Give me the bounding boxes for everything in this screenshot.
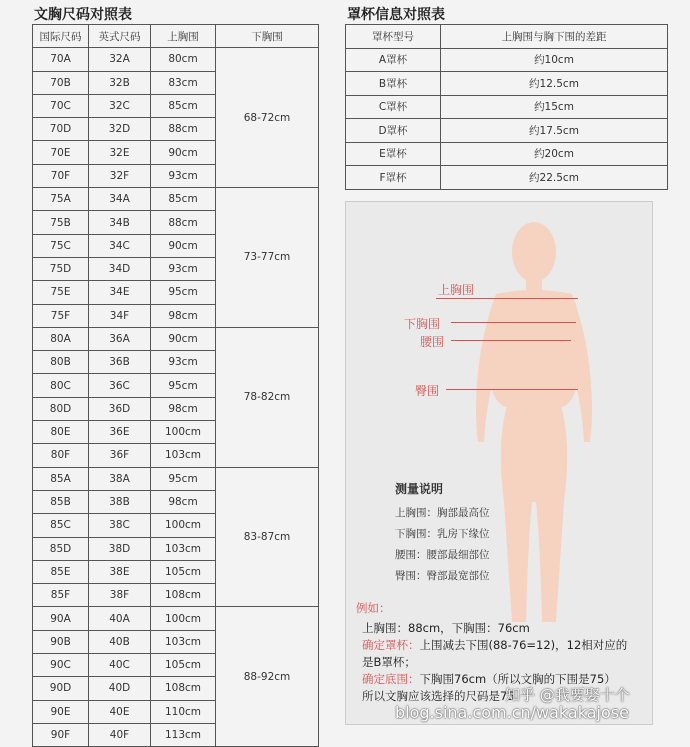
upper-bust-cell: 105cm <box>151 654 216 677</box>
uk-size-cell: 32A <box>89 48 151 71</box>
intl-size-cell: 85A <box>33 467 89 490</box>
label-waist: 腰围 <box>420 335 445 349</box>
upper-bust-cell: 100cm <box>151 421 216 444</box>
cup-difference-cell: 约15cm <box>441 95 668 119</box>
intl-size-cell: 85F <box>33 584 89 607</box>
intl-size-cell: 80F <box>33 444 89 467</box>
intl-size-cell: 70F <box>33 164 89 187</box>
intl-size-cell: 70A <box>33 48 89 71</box>
cup-chart-table <box>345 24 668 190</box>
upper-bust-cell: 93cm <box>151 351 216 374</box>
cup-difference-cell: 约17.5cm <box>441 119 668 143</box>
line-hip <box>446 389 578 390</box>
intl-size-cell: 80A <box>33 327 89 350</box>
upper-bust-cell: 90cm <box>151 141 216 164</box>
uk-size-cell: 38C <box>89 514 151 537</box>
uk-size-cell: 36E <box>89 421 151 444</box>
example-line-1: 上胸围：88cm，下胸围：76cm <box>362 621 530 635</box>
cup-type-cell: B罩杯 <box>346 72 441 96</box>
upper-bust-cell: 100cm <box>151 607 216 630</box>
intl-size-cell: 90B <box>33 630 89 653</box>
upper-bust-cell: 103cm <box>151 444 216 467</box>
cup-row <box>346 166 668 190</box>
uk-size-cell: 36C <box>89 374 151 397</box>
explanation-upper: 上胸围：胸部最高位 <box>395 507 490 519</box>
cup-chart-body <box>346 48 668 189</box>
cup-difference-cell: 约22.5cm <box>441 166 668 190</box>
intl-size-cell: 70E <box>33 141 89 164</box>
cup-row <box>346 72 668 96</box>
example-line-2 <box>356 637 627 654</box>
upper-bust-cell: 98cm <box>151 397 216 420</box>
cup-chart-title: 罩杯信息对照表 <box>347 7 445 23</box>
intl-size-cell: 75F <box>33 304 89 327</box>
upper-bust-cell: 85cm <box>151 94 216 117</box>
measurement-diagram <box>345 201 653 725</box>
header-intl-size: 国际尺码 <box>33 25 89 48</box>
intl-size-cell: 90E <box>33 700 89 723</box>
under-bust-range-cell: 88-92cm <box>216 607 319 747</box>
intl-size-cell: 75D <box>33 257 89 280</box>
size-chart-header-row <box>33 25 319 48</box>
cup-row <box>346 142 668 166</box>
uk-size-cell: 38B <box>89 490 151 513</box>
uk-size-cell: 40A <box>89 607 151 630</box>
upper-bust-cell: 110cm <box>151 700 216 723</box>
cup-type-cell: E罩杯 <box>346 142 441 166</box>
intl-size-cell: 70D <box>33 118 89 141</box>
example-cup-label: 确定罩杯： <box>362 638 420 652</box>
upper-bust-cell: 90cm <box>151 234 216 257</box>
uk-size-cell: 38E <box>89 560 151 583</box>
upper-bust-cell: 83cm <box>151 71 216 94</box>
uk-size-cell: 34A <box>89 188 151 211</box>
upper-bust-cell: 85cm <box>151 188 216 211</box>
example-cup-text: 上围减去下围(88-76=12)，12相对应的 <box>419 638 628 652</box>
header-upper-bust: 上胸围 <box>151 25 216 48</box>
size-row <box>33 188 319 211</box>
upper-bust-cell: 98cm <box>151 304 216 327</box>
uk-size-cell: 34D <box>89 257 151 280</box>
cup-type-cell: F罩杯 <box>346 166 441 190</box>
uk-size-cell: 36B <box>89 351 151 374</box>
header-uk-size: 英式尺码 <box>89 25 151 48</box>
header-cup-type: 罩杯型号 <box>346 25 441 49</box>
uk-size-cell: 32B <box>89 71 151 94</box>
size-row <box>33 607 319 630</box>
watermark-zhihu: 知乎 @我要娶十个 <box>505 686 630 704</box>
upper-bust-cell: 108cm <box>151 677 216 700</box>
uk-size-cell: 40B <box>89 630 151 653</box>
size-chart-table <box>32 24 319 747</box>
intl-size-cell: 80C <box>33 374 89 397</box>
cup-chart-header-row <box>346 25 668 49</box>
cup-row <box>346 119 668 143</box>
upper-bust-cell: 103cm <box>151 537 216 560</box>
uk-size-cell: 40E <box>89 700 151 723</box>
intl-size-cell: 90D <box>33 677 89 700</box>
intl-size-cell: 70B <box>33 71 89 94</box>
upper-bust-cell: 108cm <box>151 584 216 607</box>
under-bust-range-cell: 68-72cm <box>216 48 319 188</box>
uk-size-cell: 40C <box>89 654 151 677</box>
under-bust-range-cell: 83-87cm <box>216 467 319 607</box>
cup-type-cell: A罩杯 <box>346 48 441 72</box>
label-upper-bust: 上胸围 <box>438 283 475 297</box>
size-chart-title: 文胸尺码对照表 <box>34 7 132 23</box>
intl-size-cell: 85D <box>33 537 89 560</box>
cup-row <box>346 95 668 119</box>
uk-size-cell: 34C <box>89 234 151 257</box>
example-line-3: 是B罩杯； <box>362 655 416 669</box>
intl-size-cell: 90A <box>33 607 89 630</box>
upper-bust-cell: 100cm <box>151 514 216 537</box>
uk-size-cell: 40D <box>89 677 151 700</box>
under-bust-range-cell: 73-77cm <box>216 188 319 328</box>
intl-size-cell: 75B <box>33 211 89 234</box>
upper-bust-cell: 93cm <box>151 164 216 187</box>
explanation-title: 测量说明 <box>395 482 444 496</box>
header-under-bust: 下胸围 <box>216 25 319 48</box>
upper-bust-cell: 103cm <box>151 630 216 653</box>
uk-size-cell: 34F <box>89 304 151 327</box>
intl-size-cell: 75A <box>33 188 89 211</box>
cup-difference-cell: 约20cm <box>441 142 668 166</box>
under-bust-range-cell: 78-82cm <box>216 327 319 467</box>
uk-size-cell: 32C <box>89 94 151 117</box>
uk-size-cell: 32D <box>89 118 151 141</box>
size-row <box>33 327 319 350</box>
upper-bust-cell: 95cm <box>151 281 216 304</box>
intl-size-cell: 85C <box>33 514 89 537</box>
uk-size-cell: 36A <box>89 327 151 350</box>
uk-size-cell: 34E <box>89 281 151 304</box>
intl-size-cell: 80D <box>33 397 89 420</box>
size-row <box>33 467 319 490</box>
upper-bust-cell: 88cm <box>151 211 216 234</box>
upper-bust-cell: 98cm <box>151 490 216 513</box>
intl-size-cell: 75E <box>33 281 89 304</box>
upper-bust-cell: 95cm <box>151 374 216 397</box>
uk-size-cell: 38A <box>89 467 151 490</box>
intl-size-cell: 85B <box>33 490 89 513</box>
uk-size-cell: 32E <box>89 141 151 164</box>
explanation-waist: 腰围：腰部最细部位 <box>395 549 490 561</box>
example-heading: 例如： <box>356 601 391 615</box>
intl-size-cell: 90F <box>33 723 89 746</box>
example-band-label: 确定底围： <box>362 672 420 686</box>
label-hip: 臀围 <box>415 384 440 398</box>
header-cup-difference: 上胸围与胸下围的差距 <box>441 25 668 49</box>
cup-difference-cell: 约12.5cm <box>441 72 668 96</box>
uk-size-cell: 38D <box>89 537 151 560</box>
uk-size-cell: 34B <box>89 211 151 234</box>
example-band-text: 下胸围76cm（所以文胸的下围是75） <box>419 672 616 686</box>
measurement-explanation <box>395 480 490 589</box>
uk-size-cell: 36D <box>89 397 151 420</box>
example-line-5: 所以文胸应该选择的尺码是75 <box>362 689 515 703</box>
intl-size-cell: 85E <box>33 560 89 583</box>
cup-type-cell: D罩杯 <box>346 119 441 143</box>
line-upper-bust <box>436 298 578 299</box>
size-row <box>33 48 319 71</box>
explanation-hip: 臀围：臀部最宽部位 <box>395 570 490 582</box>
intl-size-cell: 80B <box>33 351 89 374</box>
upper-bust-cell: 88cm <box>151 118 216 141</box>
upper-bust-cell: 113cm <box>151 723 216 746</box>
intl-size-cell: 80E <box>33 421 89 444</box>
size-chart-body <box>33 48 319 747</box>
upper-bust-cell: 93cm <box>151 257 216 280</box>
uk-size-cell: 32F <box>89 164 151 187</box>
line-under-bust <box>451 322 576 323</box>
watermark-site: blog.sina.com.cn/wakakajose <box>395 703 629 722</box>
intl-size-cell: 70C <box>33 94 89 117</box>
cup-row <box>346 48 668 72</box>
label-under-bust: 下胸围 <box>404 317 441 331</box>
intl-size-cell: 90C <box>33 654 89 677</box>
cup-type-cell: C罩杯 <box>346 95 441 119</box>
upper-bust-cell: 105cm <box>151 560 216 583</box>
upper-bust-cell: 90cm <box>151 327 216 350</box>
explanation-under: 下胸围：乳房下缘位 <box>395 528 490 540</box>
uk-size-cell: 36F <box>89 444 151 467</box>
uk-size-cell: 40F <box>89 723 151 746</box>
upper-bust-cell: 95cm <box>151 467 216 490</box>
intl-size-cell: 75C <box>33 234 89 257</box>
uk-size-cell: 38F <box>89 584 151 607</box>
cup-difference-cell: 约10cm <box>441 48 668 72</box>
line-waist <box>451 340 571 341</box>
upper-bust-cell: 80cm <box>151 48 216 71</box>
